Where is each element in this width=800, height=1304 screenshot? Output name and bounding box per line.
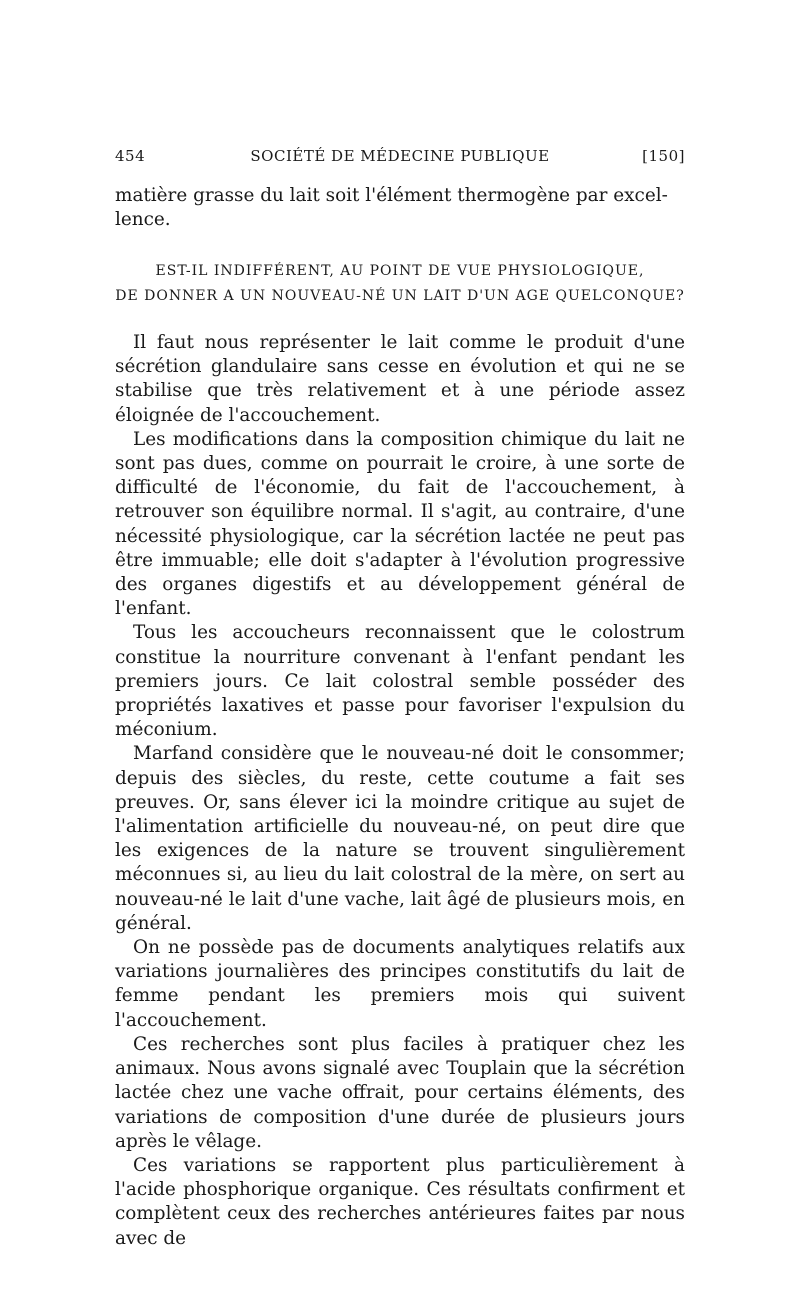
paragraph: Il faut nous représenter le lait comme le produit d'une sécrétion glandulaire sans cesse en évolution et qui ne se stabilise que très relativement et à une période assez éloignée de l'accouchement. — [115, 332, 685, 426]
paragraph: Les modifications dans la composition chimique du lait ne sont pas dues, comme on pourrait le croire, à une sorte de difficulté de l'économie, du fait de l'accouchement, à retrouver son équilibre normal. Il s'agit, au contraire, d'une nécessité physiologique, car la sécrétion lactée ne peut pas être immuable; elle doit s'adapter à l'évolution progressive des organes digestifs et au développement général de l'enfant. — [115, 428, 685, 620]
section-heading-line: DE DONNER A UN NOUVEAU-NÉ UN LAIT D'UN AGE QUELCONQUE? — [115, 288, 685, 304]
running-title: SOCIÉTÉ DE MÉDECINE PUBLIQUE — [250, 147, 550, 165]
continuation-line: matière grasse du lait soit l'élément thermogène par excel- — [115, 185, 668, 206]
paragraph: On ne possède pas de documents analytiques relatifs aux variations journalières des principes constitutifs du lait de femme pendant les premiers mois qui suivent l'accouchement. — [115, 937, 685, 1031]
section-reference: [150] — [642, 147, 685, 165]
section-heading-line: EST-IL INDIFFÉRENT, AU POINT DE VUE PHYSIOLOGIQUE, — [155, 263, 645, 279]
body-text — [115, 331, 685, 1251]
continuation-line: lence. — [115, 209, 171, 231]
paragraph: Ces recherches sont plus faciles à pratiquer chez les animaux. Nous avons signalé avec Touplain que la sécrétion lactée chez une vache offrait, pour certains éléments, des variations de composition d'une durée de plusieurs jours après le vêlage. — [115, 1033, 685, 1152]
continuation-text — [115, 184, 685, 232]
page-number: 454 — [115, 147, 146, 165]
paragraph: Tous les accoucheurs reconnaissent que le colostrum constitue la nourriture convenant à l'enfant pendant les premiers jours. Ce lait colostral semble posséder des propriétés laxatives et passe pour favoriser l'expulsion du méconium. — [115, 622, 685, 741]
paragraph: Ces variations se rapportent plus particulièrement à l'acide phosphorique organique. Ces résultats confirment et complètent ceux des recherches antérieures faites par nous avec de — [115, 1154, 685, 1249]
paragraph: Marfand considère que le nouveau-né doit le consommer; depuis des siècles, du reste, cette coutume a fait ses preuves. Or, sans élever ici la moindre critique au sujet de l'alimentation artificielle du nouveau-né, on peut dire que les exigences de la nature se trouvent singulièrement méconnues si, au lieu du lait colostral de la mère, on sert au nouveau-né le lait d'une vache, lait âgé de plusieurs mois, en général. — [115, 743, 685, 934]
section-heading — [115, 259, 685, 309]
running-header — [115, 147, 685, 167]
